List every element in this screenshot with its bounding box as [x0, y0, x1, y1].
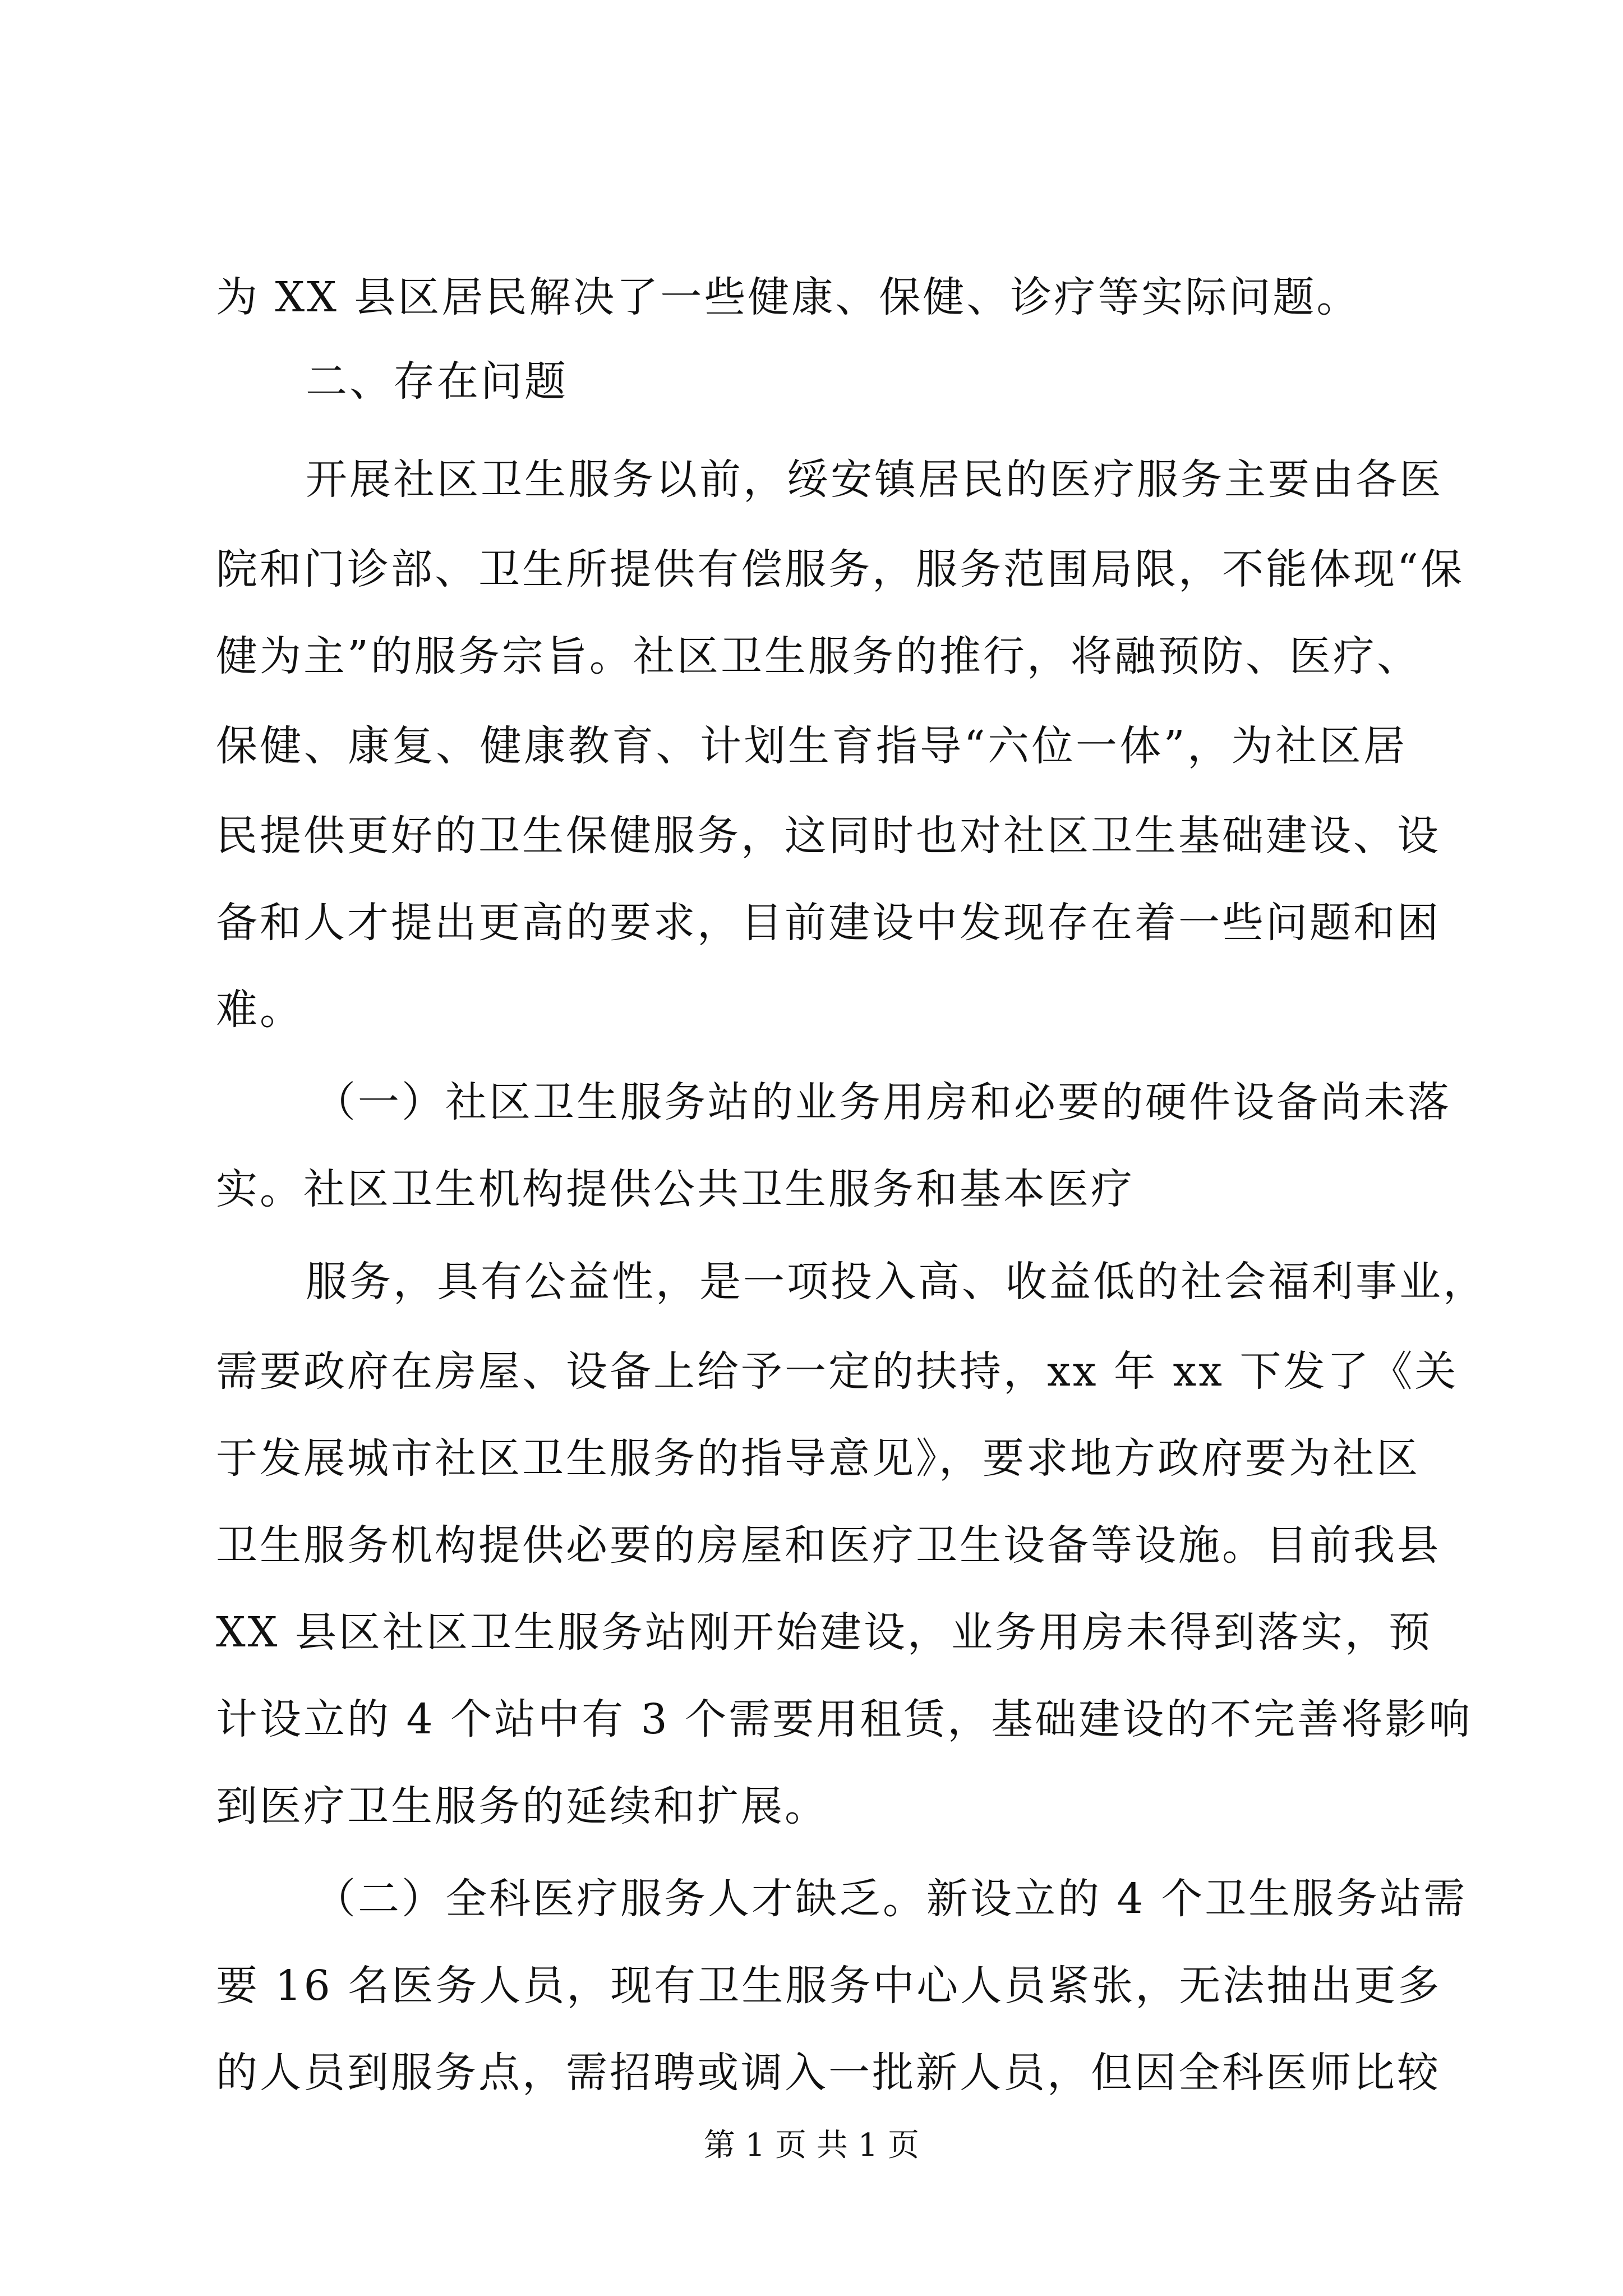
text-line: 健为主”的服务宗旨。社区卫生服务的推行，将融预防、医疗、 [216, 632, 1421, 680]
text-line: 到医疗卫生服务的延续和扩展。 [216, 1782, 828, 1830]
text-line: 于发展城市社区卫生服务的指导意见》，要求地方政府要为社区 [216, 1434, 1420, 1483]
text-line: 要 16 名医务人员，现有卫生服务中心人员紧张，无法抽出更多 [216, 1962, 1442, 2010]
text-line: 卫生服务机构提供必要的房屋和医疗卫生设备等设施。目前我县 [216, 1521, 1441, 1570]
text-line: （二）全科医疗服务人才缺乏。新设立的 4 个卫生服务站需 [314, 1875, 1468, 1923]
text-line: 开展社区卫生服务以前，绥安镇居民的医疗服务主要由各医 [306, 455, 1443, 504]
text-line: 为 XX 县区居民解决了一些健康、保健、诊疗等实际问题。 [216, 273, 1361, 321]
text-line: 难。 [216, 986, 303, 1034]
text-line: 实。社区卫生机构提供公共卫生服务和基本医疗 [216, 1165, 1135, 1213]
text-line: 的人员到服务点，需招聘或调入一批新人员，但因全科医师比较 [216, 2049, 1441, 2097]
text-line: （一）社区卫生服务站的业务用房和必要的硬件设备尚未落 [314, 1078, 1451, 1126]
text-line: 计设立的 4 个站中有 3 个需要用租赁，基础建设的不完善将影响 [216, 1695, 1473, 1743]
text-line: XX 县区社区卫生服务站刚开始建设，业务用房未得到落实，预 [216, 1608, 1432, 1657]
text-line: 院和门诊部、卫生所提供有偿服务，服务范围局限，不能体现“保 [216, 545, 1464, 593]
page-footer: 第 1 页 共 1 页 [703, 2127, 920, 2164]
text-line: 服务，具有公益性，是一项投入高、收益低的社会福利事业， [306, 1258, 1487, 1306]
text-line: 备和人才提出更高的要求，目前建设中发现存在着一些问题和困 [216, 899, 1441, 947]
text-line: 需要政府在房屋、设备上给予一定的扶持，xx 年 xx 下发了《关 [216, 1347, 1459, 1396]
section-heading: 二、存在问题 [306, 357, 568, 406]
text-line: 保健、康复、健康教育、计划生育指导“六位一体”，为社区居 [216, 722, 1407, 770]
text-line: 民提供更好的卫生保健服务，这同时也对社区卫生基础建设、设 [216, 812, 1441, 860]
